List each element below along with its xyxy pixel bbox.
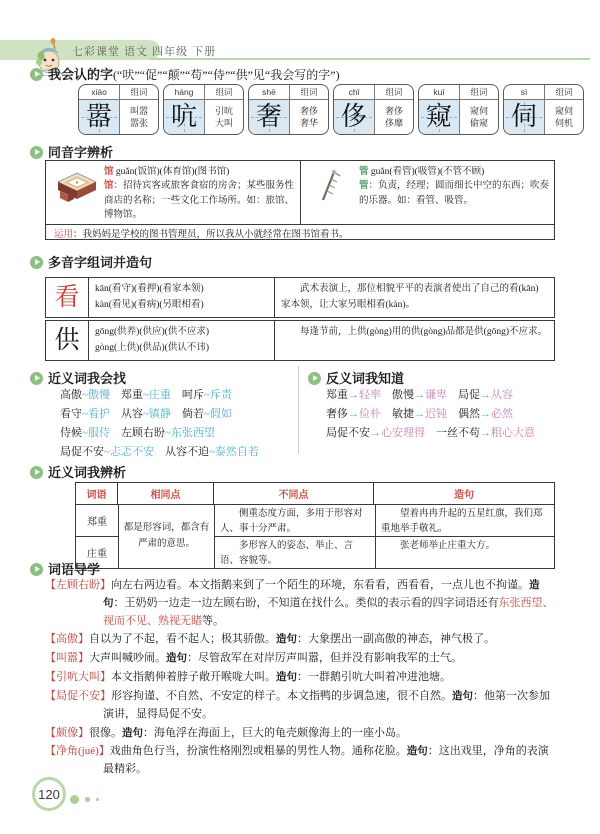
discern-diff-2: 多形容人的姿态、举止、言语、容貌等。 — [215, 536, 375, 567]
word-pair-target: 斥责 — [209, 389, 232, 401]
homophone-left-text — [104, 165, 296, 220]
word-guide-definition: 形容拘谨、不自然、不安定的样子。本文指鸭的步调急速，很不自然。 — [111, 689, 452, 702]
word-pair-target: 泰然自若 — [214, 445, 259, 458]
homophone-table — [45, 160, 555, 240]
word-pair-separator: → — [414, 389, 425, 401]
word-pair-separator: → — [348, 389, 359, 401]
usage-text: ：我妈妈是学校的图书管理员，所以我从小就经常在图书馆看书。 — [73, 230, 349, 240]
word-pair-source: 局促 — [458, 389, 480, 401]
section-heading-recognize — [30, 64, 340, 83]
word-guide-sentence: ：大象摆出一副高傲的神态，神气极了。 — [297, 633, 495, 646]
polyphone-char-kan: 看 — [46, 278, 89, 317]
word-guide-heading-text: 词语导学 — [48, 562, 101, 577]
word-pair-target: 服侍 — [87, 426, 110, 439]
word-pair — [326, 389, 381, 401]
antonym-list — [326, 386, 535, 443]
word-pair — [60, 427, 110, 439]
page-header — [0, 22, 600, 62]
word-pair-source: 郑重 — [326, 389, 348, 401]
word-guide-definition: 大声叫喊吵闹。 — [89, 652, 166, 665]
section-bullet-icon — [30, 256, 43, 269]
word-pair-target: 忐忑不安 — [109, 445, 154, 458]
usage-label: 运用 — [54, 230, 74, 240]
word-pair-source: 偶然 — [458, 407, 480, 420]
homophone-usage-row — [46, 224, 554, 245]
word-guide-tail: 等。 — [202, 614, 224, 627]
discern-diff-1: 侧重态度方面，多用于形容对人、事十分严肃。 — [220, 509, 363, 534]
character-card-word-1: 引吭 — [214, 105, 233, 116]
section-heading-discern — [30, 462, 126, 481]
polyphone-row-gong — [45, 320, 555, 361]
discern-word-2: 庄重 — [76, 536, 118, 568]
character-card-zuci-label: 组词 — [130, 87, 148, 97]
character-card-pinyin: sì — [504, 85, 545, 99]
word-pair-source: 一丝不苟 — [436, 426, 480, 439]
polyphone-reading-2: kàn(看见)(看病)(另眼相看) — [95, 299, 204, 310]
word-pair-target: 必然 — [491, 407, 513, 420]
character-card-word-1: 奢侈 — [384, 105, 403, 116]
word-pair — [165, 446, 259, 458]
discern-header-sentence: 造句 — [454, 490, 474, 501]
word-guide-entry — [45, 688, 557, 724]
word-guide-term: 【引吭大叫】 — [45, 671, 111, 684]
word-guide-sentence: ：这出戏里，净角的表演最精彩。 — [103, 745, 549, 776]
homophone-left-char-1: 馆 — [104, 167, 114, 177]
word-guide-sentence: ：他第一次参加演讲，显得局促不安。 — [103, 689, 550, 720]
polyphone-sentence-kan: 武术表演上，那位相貌平平的表演者使出了自己的看(kān)家本领，让大家另眼相看(kàn)。 — [281, 284, 539, 310]
character-card — [163, 84, 244, 135]
character-card-words — [545, 100, 583, 134]
word-pair-separator: ~ — [82, 426, 88, 439]
recognize-heading-note: (“吠”“促”“颠”“苟”“侍”“供”见“我会写的字”) — [113, 68, 340, 82]
character-card-zuci-label: 组词 — [385, 87, 403, 97]
homophone-right-line1: guǎn(看管)(吸管)(不管不顾) — [368, 167, 485, 177]
word-pair — [458, 408, 513, 420]
word-pair-source: 从容不迫 — [164, 445, 209, 458]
word-pair — [458, 389, 513, 401]
word-guide-entry — [45, 650, 557, 668]
word-pair-separator: ~ — [164, 426, 171, 439]
character-card-word-2: 偷窥 — [469, 118, 488, 128]
word-guide-term: 【叫嚣】 — [45, 652, 89, 665]
word-pair-source: 奢侈 — [326, 407, 348, 420]
character-card-glyph: 侈 — [334, 100, 375, 134]
word-pair-source: 局促不安 — [60, 445, 104, 458]
word-guide-sentence: ：尽管敌军在对岸厉声叫嚣，但并没有影响我军的士气。 — [187, 652, 462, 665]
homophone-left-line1: guǎn(饭馆)(体育馆)(图书馆) — [113, 167, 230, 177]
polyphone-readings-gong — [89, 321, 275, 360]
word-guide-term: 【净角(jué)】 — [45, 745, 110, 758]
word-pair-separator: → — [348, 407, 359, 420]
recognize-heading-text: 我会认的字 — [48, 67, 114, 82]
word-pair — [436, 427, 535, 439]
word-guide-sentence-label: 造句 — [276, 633, 297, 646]
polyphone-row-kan — [45, 277, 555, 318]
word-pair-target: 粗心大意 — [491, 426, 535, 439]
word-guide-sentence-label: 造句 — [122, 726, 143, 739]
character-card — [78, 84, 159, 135]
word-pair-target: 谦卑 — [425, 389, 447, 401]
discern-heading-text: 近义词我辨析 — [48, 465, 127, 480]
word-pair-target: 镇静 — [148, 407, 171, 420]
polyphone-reading-1: kān(看守)(看押)(看家本领) — [95, 284, 204, 294]
character-cards-row — [78, 84, 584, 135]
character-card — [503, 84, 584, 135]
word-pair-separator: → — [480, 407, 491, 420]
word-pair-row — [326, 386, 535, 405]
word-pair-target: 假如 — [209, 407, 232, 420]
character-card — [248, 84, 329, 135]
word-pair-target: 俭朴 — [359, 407, 381, 420]
character-card-zuci-label: 组词 — [300, 87, 318, 97]
section-bullet-icon — [30, 146, 43, 159]
character-card-word-1: 窥伺 — [554, 105, 573, 116]
homophone-left-char-2: 馆 — [104, 181, 114, 192]
word-guide-entry — [45, 669, 557, 687]
word-pair-target: 庄重 — [148, 389, 171, 401]
polyphone-reading-2: gòng(上供)(供品)(供认不讳) — [95, 342, 209, 353]
word-pair-source: 呵斥 — [181, 389, 204, 401]
character-card-glyph: 窥 — [419, 100, 460, 134]
word-pair-target: 轻率 — [359, 389, 381, 401]
homophone-right-text — [359, 165, 550, 220]
homophone-right-char-1: 管 — [359, 167, 369, 177]
homophone-left-line2: ：招待宾客或旅客食宿的房舍；某些服务性商店的名称；一些文化工作场所。如：旅馆、博物馆。 — [104, 181, 295, 220]
character-card-words — [375, 100, 413, 134]
discern-same-cell: 都是形容词，都含有严肃的意思。 — [119, 505, 215, 568]
column-divider — [298, 366, 299, 454]
character-card-zuci-label: 组词 — [555, 87, 573, 97]
homophone-right-cell — [300, 161, 554, 224]
word-pair-source: 倘若 — [181, 407, 204, 420]
word-pair-separator: ~ — [82, 407, 88, 420]
restaurant-building-icon — [50, 165, 104, 220]
word-pair — [121, 427, 215, 439]
polyphone-readings-kan — [89, 278, 275, 317]
pipe-icon — [305, 165, 359, 220]
character-card-word-2: 伺机 — [554, 118, 573, 128]
section-bullet-icon — [30, 372, 43, 385]
word-guide-definition: 很像。 — [89, 726, 122, 739]
polyphone-reading-1: gōng(供养)(供应)(供不应求) — [95, 327, 209, 337]
character-card-glyph: 奢 — [249, 100, 290, 134]
discern-header-word: 词语 — [76, 483, 118, 504]
word-guide-definition: 自以为了不起，看不起人；极其骄傲。 — [89, 633, 276, 646]
character-card-word-2: 奢华 — [299, 118, 318, 128]
word-guide-related-words: 东张西望、视而不见、熟视无睹 — [103, 596, 554, 627]
word-pair — [121, 389, 171, 401]
section-heading-polyphone — [30, 252, 152, 271]
word-pair-target: 东张西望 — [170, 426, 215, 439]
word-pair-separator: → — [370, 426, 381, 439]
word-guide-term: 【颇像】 — [45, 726, 89, 739]
section-bullet-icon — [30, 466, 43, 479]
character-card-words — [120, 100, 158, 134]
character-card-word-1: 奢侈 — [299, 105, 318, 116]
word-guide-term: 【左顾右盼】 — [45, 579, 111, 591]
character-card-pinyin: xiāo — [79, 85, 120, 99]
word-pair-source: 高傲 — [60, 389, 82, 401]
word-guide-entry — [45, 743, 557, 779]
polyphone-heading-text: 多音字组词并造句 — [48, 255, 153, 270]
character-card-zuci-label: 组词 — [215, 87, 233, 97]
word-guide-sentence-label: 造句 — [103, 579, 540, 609]
word-guide-entry — [45, 577, 557, 630]
character-card-word-1: 窥伺 — [469, 105, 488, 116]
word-pair-source: 侍候 — [60, 426, 82, 439]
word-pair-source: 左顾右盼 — [120, 426, 165, 439]
word-pair — [392, 408, 447, 420]
word-pair — [392, 389, 447, 401]
character-card-glyph: 吭 — [164, 100, 205, 134]
character-card-pinyin: chǐ — [334, 85, 375, 99]
section-heading-homophone — [30, 142, 113, 161]
discern-table-body — [76, 505, 554, 568]
word-guide-list — [45, 577, 557, 780]
word-guide-sentence-label: 造句 — [276, 671, 297, 684]
footer-dots — [70, 790, 105, 808]
synonym-find-heading-text: 近义词我会找 — [48, 371, 127, 386]
word-pair-row — [326, 405, 535, 424]
homophone-left-cell — [46, 161, 300, 224]
word-pair-separator: ~ — [142, 407, 149, 420]
character-card-pinyin: kuī — [419, 85, 460, 99]
section-heading-word-guide — [30, 559, 100, 578]
section-bullet-icon — [308, 372, 321, 385]
word-pair-source: 敏捷 — [392, 407, 414, 420]
synonym-list — [60, 386, 259, 462]
word-pair-target: 迟钝 — [425, 407, 447, 420]
word-pair-separator: ~ — [208, 445, 215, 458]
word-pair-row — [60, 424, 259, 443]
character-card-word-2: 侈靡 — [384, 118, 403, 128]
polyphone-char-gong: 供 — [46, 321, 89, 360]
word-guide-definition: 戏曲角色行当，扮演性格刚烈或粗暴的男性人物。通称花脸。 — [109, 745, 407, 758]
word-pair-row — [60, 443, 259, 462]
character-card-zuci-label: 组词 — [470, 87, 488, 97]
character-card-word-2: 大叫 — [214, 118, 233, 128]
word-guide-sentence: ：王奶奶一边走一边左顾右盼，不知道在找什么。类似的表示看的四字词语还有 — [113, 596, 499, 609]
character-card-glyph: 嚣 — [79, 100, 120, 134]
section-heading-antonym — [308, 368, 404, 387]
word-pair-target: 傲慢 — [87, 389, 110, 401]
word-pair — [60, 446, 154, 458]
discern-diff-column — [215, 505, 376, 568]
word-pair — [326, 408, 381, 420]
word-pair-source: 从容 — [120, 407, 143, 420]
word-pair-source: 局促不安 — [326, 426, 370, 439]
word-guide-entry — [45, 725, 557, 743]
word-pair-row — [60, 405, 259, 424]
word-pair-separator: → — [414, 407, 425, 420]
character-card-words — [205, 100, 243, 134]
character-card-glyph: 伺 — [504, 100, 545, 134]
word-pair-separator: ~ — [82, 389, 88, 401]
word-pair-row — [60, 386, 259, 405]
word-guide-sentence: ：一群鹅引吭大叫着冲进池塘。 — [297, 671, 451, 684]
homophone-right-char-2: 管 — [359, 181, 369, 192]
word-pair — [60, 389, 110, 401]
header-title: 七彩课堂 语文 四年级 下册 — [72, 46, 217, 58]
character-card-pinyin: shē — [249, 85, 290, 99]
character-card-word-1: 叫嚣 — [129, 105, 148, 116]
discern-sentence-1: 望着冉冉升起的五星红旗，我们郑重地举手敬礼。 — [381, 509, 543, 534]
word-pair-row — [326, 424, 535, 443]
word-pair — [121, 408, 171, 420]
word-pair-source: 看守 — [60, 407, 82, 420]
word-pair-source: 傲慢 — [392, 389, 414, 401]
word-pair-target: 心安理得 — [381, 426, 425, 439]
section-bullet-icon — [30, 68, 43, 81]
character-card — [333, 84, 414, 135]
word-pair — [60, 408, 110, 420]
word-pair-separator: ~ — [203, 389, 210, 401]
word-pair-target: 从容 — [491, 389, 513, 401]
antonym-heading-text: 反义词我知道 — [326, 371, 405, 386]
word-guide-definition: 向左右两边看。本文指鹅来到了一个陌生的环境，东看看，西看看，一点儿也不拘谨。 — [111, 579, 529, 591]
word-guide-sentence: ：海龟浮在海面上，巨大的龟壳颇像海上的一座小岛。 — [143, 726, 407, 739]
word-pair — [326, 427, 425, 439]
word-pair-separator: ~ — [142, 389, 149, 401]
word-pair-separator: ~ — [104, 445, 110, 458]
discern-header-same: 相同点 — [118, 483, 214, 504]
character-card — [418, 84, 499, 135]
character-card-words — [460, 100, 498, 134]
word-pair-source: 郑重 — [120, 389, 143, 401]
page-number: 120 — [32, 777, 66, 811]
word-pair — [182, 389, 232, 401]
word-pair — [182, 408, 232, 420]
discern-sentence-2: 张老师举止庄重大方。 — [376, 536, 554, 567]
word-pair-separator: → — [480, 389, 491, 401]
discern-table — [75, 482, 555, 569]
discern-header-diff: 不同点 — [214, 483, 374, 504]
word-guide-sentence-label: 造句 — [166, 652, 187, 665]
word-guide-entry — [45, 631, 557, 649]
word-guide-term: 【局促不安】 — [45, 689, 111, 702]
word-guide-sentence-label: 造句 — [452, 689, 473, 702]
discern-word-1: 郑重 — [87, 517, 107, 528]
word-guide-definition: 本文指鹅伸着脖子敞开喉咙大叫。 — [111, 671, 276, 684]
word-pair-target: 看护 — [87, 407, 110, 420]
word-pair-separator: → — [480, 426, 491, 439]
word-pair-separator: ~ — [203, 407, 210, 420]
word-guide-term: 【高傲】 — [45, 633, 89, 646]
character-card-words — [290, 100, 328, 134]
homophone-right-line2: ：负责，经理；圆而细长中空的东西；吹奏的乐器。如：看管、吸管。 — [359, 181, 550, 206]
discern-sentence-column — [376, 505, 554, 568]
word-guide-sentence-label: 造句 — [406, 745, 428, 758]
character-card-pinyin: háng — [164, 85, 205, 99]
section-heading-synonym-find — [30, 368, 126, 387]
homophone-heading-text: 同音字辨析 — [48, 145, 114, 160]
character-card-word-2: 嚣张 — [129, 118, 148, 128]
section-bullet-icon — [30, 563, 43, 576]
discern-table-header — [76, 483, 554, 505]
polyphone-sentence-gong: 每逢节前，上供(gòng)用的供(gòng)品都是供(gōng)不应求。 — [300, 327, 547, 337]
